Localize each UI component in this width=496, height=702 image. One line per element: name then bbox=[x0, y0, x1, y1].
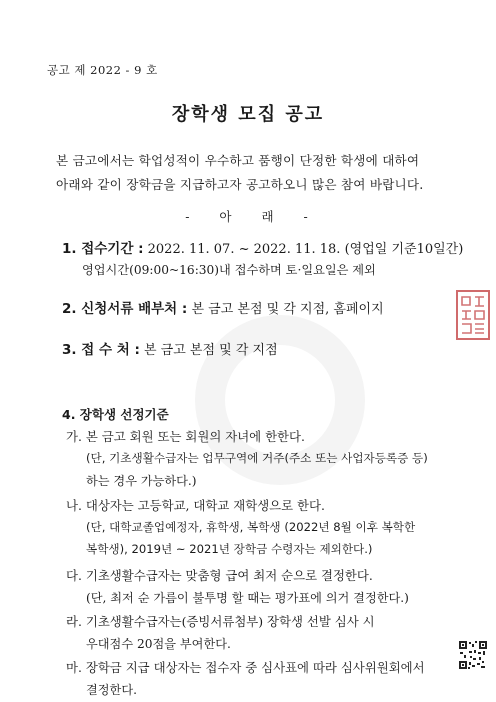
item-text: 본 금고 본점 및 각 지점 bbox=[143, 343, 278, 358]
criterion-ga: 가. 본 금고 회원 또는 회원의 자녀에 한한다. bbox=[66, 429, 305, 444]
item-text: 2022. 11. 07. ~ 2022. 11. 18. (영업일 기준10일간) bbox=[147, 242, 464, 257]
item-application-period bbox=[62, 237, 463, 257]
criterion-da: 다. 기초생활수급자는 맞춤형 급여 최저 순으로 결정한다. bbox=[66, 568, 373, 583]
criterion-da-note: (단, 최저 순 가름이 불투명 할 때는 평가표에 의거 결정한다.) bbox=[86, 591, 409, 605]
page-title: 장학생 모집 공고 bbox=[171, 104, 325, 125]
item-form-distribution bbox=[62, 297, 384, 317]
item-submission-place bbox=[62, 338, 278, 358]
announcement-number: 공고 제 2022 - 9 호 bbox=[47, 63, 158, 77]
criterion-ra-line-1: 라. 기초생활수급자는(증빙서류첨부) 장학생 선발 심사 시 bbox=[66, 614, 375, 629]
criterion-ga-note-2: 하는 경우 가능하다.) bbox=[86, 474, 197, 488]
intro-line-1: 본 금고에서는 학업성적이 우수하고 품행이 단정한 학생에 대하여 bbox=[56, 153, 420, 168]
criterion-na: 나. 대상자는 고등학교, 대학교 재학생으로 한다. bbox=[66, 498, 325, 513]
item-label: 1. 접수기간 : bbox=[62, 241, 144, 257]
item-application-period-note: 영업시간(09:00~16:30)내 접수하며 토·일요일은 제외 bbox=[82, 263, 376, 277]
background-watermark bbox=[180, 300, 380, 500]
criterion-ma-line-1: 마. 장학금 지급 대상자는 접수자 중 심사표에 따라 심사위원회에서 bbox=[66, 660, 425, 675]
item-label: 2. 신청서류 배부처 : bbox=[62, 301, 188, 317]
criterion-na-note-1: (단, 대학교졸업예정자, 휴학생, 복학생 (2022년 8월 이후 복학한 bbox=[86, 520, 416, 534]
qr-code bbox=[459, 641, 487, 669]
criterion-na-note-2: 복학생), 2019년 ~ 2021년 장학금 수령자는 제외한다.) bbox=[86, 542, 373, 556]
official-seal-stamp bbox=[455, 289, 491, 341]
criterion-ma-line-2: 결정한다. bbox=[86, 683, 137, 697]
criterion-ga-note-1: (단, 기초생활수급자는 업무구역에 거주(주소 또는 사업자등록증 등) bbox=[86, 451, 428, 465]
item-text: 본 금고 본점 및 각 지점, 홈페이지 bbox=[191, 302, 384, 317]
sub-heading: - 아 래 - bbox=[185, 209, 311, 224]
selection-criteria-heading: 4. 장학생 선정기준 bbox=[62, 407, 169, 422]
item-label: 3. 접 수 처 : bbox=[62, 342, 140, 358]
intro-line-2: 아래와 같이 장학금을 지급하고자 공고하오니 많은 참여 바랍니다. bbox=[56, 177, 424, 192]
criterion-ra-line-2: 우대점수 20점을 부여한다. bbox=[86, 637, 231, 651]
